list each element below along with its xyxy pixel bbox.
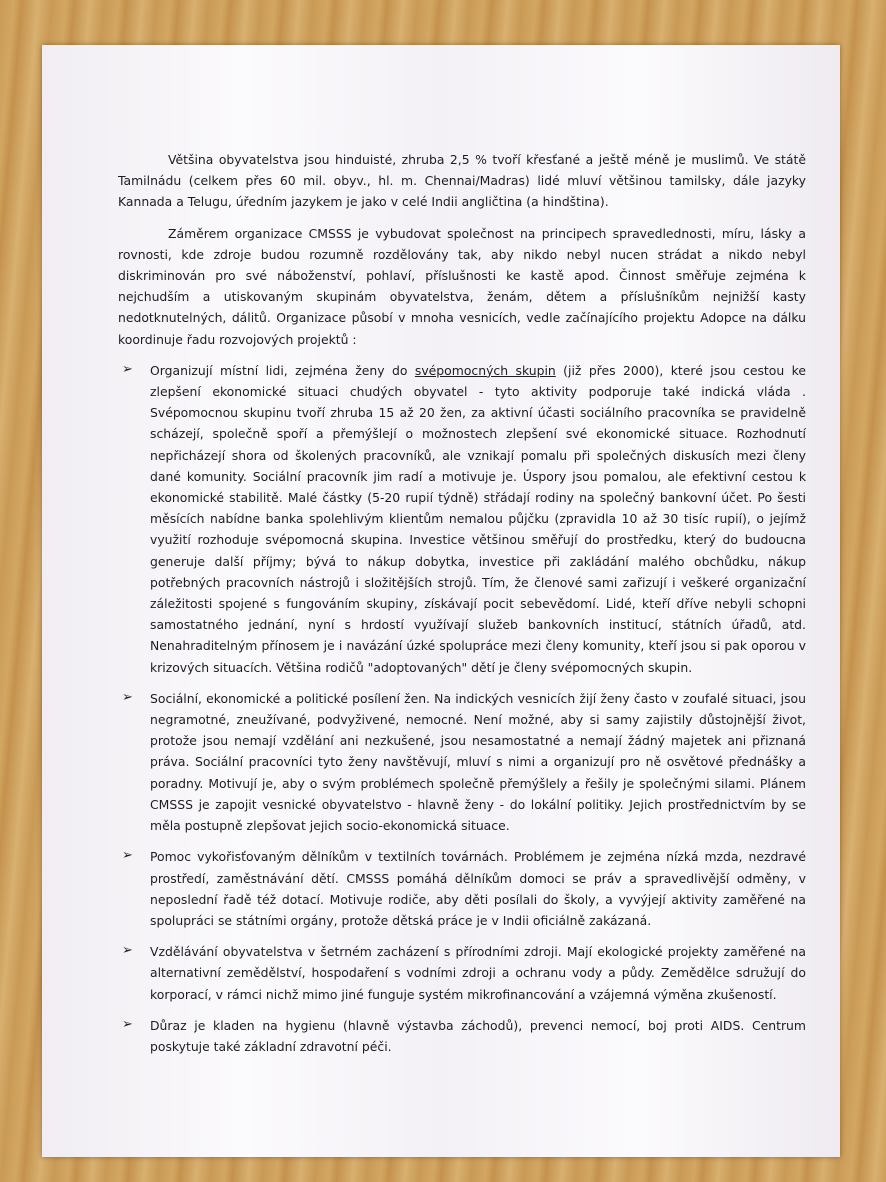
paragraph-religion-language: Většina obyvatelstva jsou hinduisté, zhruba 2,5 % tvoří křesťané a ještě méně je muslimů. Ve státě Tamilnádu (celkem přes 60 mil. obyv., hl. m. Chennai/Madras) lidé mluví většinou tamilsky, dále jazyky Kannada a Telugu, úředním jazykem je jako v celé Indii angličtina (a hindština).: [118, 152, 806, 210]
bullet-women-empowerment: [118, 688, 806, 836]
arrow-bullet-icon: ➢: [122, 943, 133, 959]
bullet-text-pre: Organizují místní lidi, zejména ženy do: [150, 362, 415, 378]
bullet-natural-resources: [118, 941, 806, 1005]
paper-sheet: [42, 45, 840, 1157]
bullet-text: Vzdělávání obyvatelstva v šetrném zacházení s přírodními zdroji. Mají ekologické projekty zaměřené na alternativní zemědělství, hospodaření s vodními zdroji a ochranu vody a půdy. Zemědělce sdružují do korporací, v rámci nichž mimo jiné funguje systém mikrofinancování a vzájemná výměna zkušeností.: [150, 944, 806, 1002]
arrow-bullet-icon: ➢: [122, 689, 133, 705]
bullet-self-help-groups: [118, 360, 806, 678]
bullet-text: Pomoc vykořisťovaným dělníkům v textilních továrnách. Problémem je zejména nízká mzda, nezdravé prostředí, zaměstnávání dětí. CMSSS pomáhá dělníkům domoci se práv a spravedlivější odměny, v neposlední řadě též dotací. Motivuje rodiče, aby děti posílali do školy, a vyvýjejí aktivity zaměřené na spolupráci se státními orgány, protože dětská práce je v Indii oficiálně zakázaná.: [150, 849, 806, 928]
arrow-bullet-icon: ➢: [122, 361, 133, 377]
arrow-bullet-icon: ➢: [122, 1016, 133, 1032]
bullet-text: Důraz je kladen na hygienu (hlavně výstavba záchodů), prevenci nemocí, boj proti AIDS. Centrum poskytuje také základní zdravotní péči.: [150, 1017, 806, 1054]
bullet-text: Sociální, ekonomické a politické posílení žen. Na indických vesnicích žijí ženy často v zoufalé situaci, jsou negramotné, zneužívané, podvyživené, nemocné. Není možné, aby si samy zajistily důstojnější život, protože jsou nemají vzdělání ani nezkušené, jsou nesamostatné a nemají žádný majetek ani přiznaná práva. Sociální pracovníci tyto ženy navštěvují, mluví s nimi a organizují pro ně osvětové přednášky a poradny. Motivují je, aby o svým problémech společně přemýšlely a řešily je společnými silami. Plánem CMSSS je zapojit vesnické obyvatelstvo - hlavně ženy - do lokální politiky. Jejich prostřednictvím by se měla postupně zlepšovat jejich socio-ekonomická situace.: [150, 690, 806, 834]
bullet-hygiene-health: [118, 1015, 806, 1057]
bullet-text-post: (již přes 2000), které jsou cestou ke zlepšení ekonomické situaci chudých obyvatel - tyto aktivity podporuje také indická vláda . Svépomocnou skupinu tvoří zhruba 15 až 20 žen, za aktivní účasti sociálního pracovníka se pravidelně scházejí, společně spoří a přemýšlejí o možnostech zlepšení své ekonomické situace. Rozhodnutí nepřicházejí shora od školených pracovníků, ale vznikají pomalu při společných diskusích mezi členy dané komunity. Sociální pracovník jim radí a motivuje je. Úspory jsou pomalou, ale efektivní cestou k ekonomické stabilitě. Malé částky (5-20 rupií týdně) střádají rodiny na společný bankovní účet. Po šesti měsících nabídne banka spolehlivým klientům nemalou půjčku (zpravidla 10 až 30 tisíc rupií), o jejímž využití rozhoduje svépomocná skupina. Investice většinou směřují do prostředku, který do budoucna generuje další příjmy; bývá to nákup dobytka, investice při zakládání malého obchůdku, nákup potřebných pracovních nástrojů i složitějších strojů. Tím, že členové sami zařizují i veškeré organizační záležitosti spojené s fungováním skupiny, získávají pocit sebevědomí. Lidé, kteří dříve nebyli schopni samostatného jednání, nyní s hrdostí využívají služeb bankovních institucí, státních úřadů, atd. Nenahraditelným přínosem je i navázání úzké spolupráce mezi členy komunity, kteří jsou si pak oporou v krizových situacích. Většina rodičů "adoptovaných" dětí je členy svépomocných skupin.: [150, 362, 806, 675]
document-text: [118, 149, 806, 1067]
underlined-term: svépomocných skupin: [414, 362, 556, 378]
arrow-bullet-icon: ➢: [122, 848, 133, 864]
bullet-textile-workers: [118, 846, 806, 931]
paragraph-organization-goals: Záměrem organizace CMSSS je vybudovat společnost na principech spravedlednosti, míru, lásky a rovnosti, kde zdroje budou rozumně rozdělovány tak, aby nikdo nebyl nucen strádat a nikdo nebyl diskriminován pro své náboženství, pohlaví, příslušnosti ke kastě apod. Činnost směřuje zejména k nejchudším a utiskovaným skupinám obyvatelstva, ženám, dětem a příslušníkům nejnižší kasty nedotknutelných, dálitů. Organizace působí v mnoha vesnicích, vedle začínajícího projektu Adopce na dálku koordinuje řadu rozvojových projektů :: [118, 225, 806, 347]
